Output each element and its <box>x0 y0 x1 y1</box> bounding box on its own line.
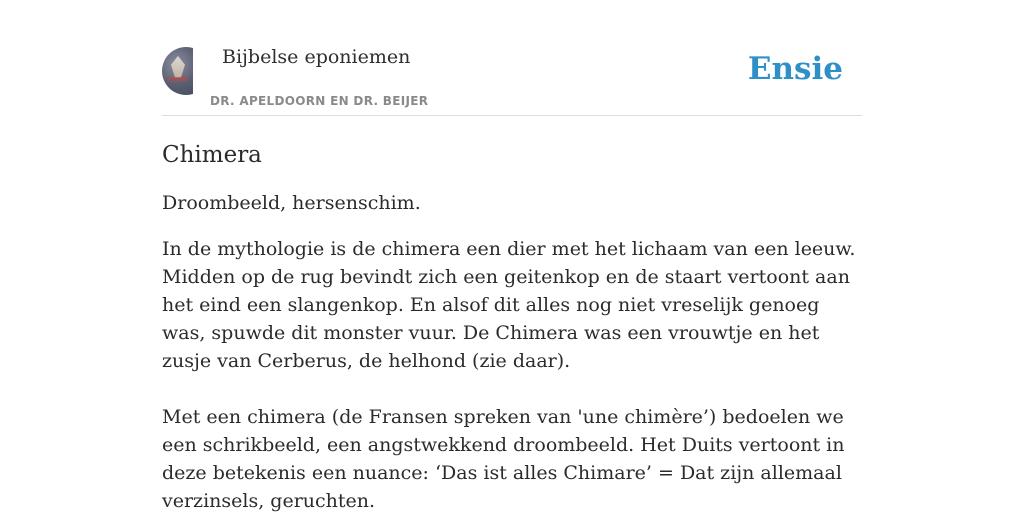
entry-title: Chimera <box>162 142 262 168</box>
book-cover-accent <box>168 77 188 81</box>
entry-paragraph: In de mythologie is de chimera een dier met het lichaam van een leeuw. Midden op de rug bevindt zich een geitenkop en de staart vertoont aan het eind een slangenkop. En alsof dit alles nog niet vreselijk genoeg was, spuwde dit monster vuur. De Chimera was een vrouwtje en het zusje van Cerberus, de helhond (zie daar). <box>162 238 856 372</box>
entry-paragraph: Met een chimera (de Fransen spreken van 'une chimère’) bedoelen we een schrikbeeld, een angstwekkend droombeeld. Het Duits vertoont in deze betekenis een nuance: ‘Das ist alles Chimare’ = Dat zijn allemaal verzinsels, geruchten. <box>162 406 845 512</box>
entry-summary: Droombeeld, hersenschim. <box>162 192 421 214</box>
book-title-link[interactable]: Bijbelse eponiemen <box>222 46 411 68</box>
page-header <box>162 44 862 116</box>
entry-content <box>162 138 862 512</box>
brand-logo-link[interactable]: Ensie <box>747 51 843 87</box>
book-cover-image[interactable] <box>162 47 193 95</box>
book-authors: DR. APELDOORN EN DR. BEIJER <box>210 94 429 108</box>
